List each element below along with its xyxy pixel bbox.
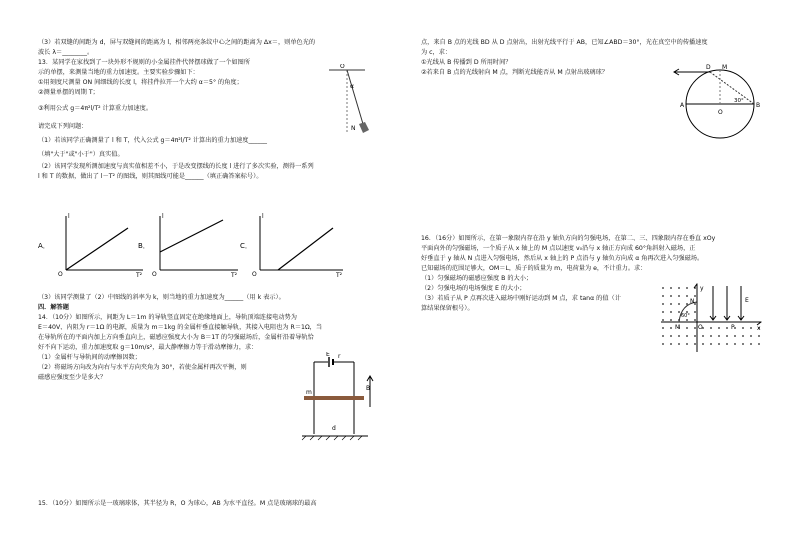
q13-line: （1）若该同学正确测量了 l 和 T，代入公式 g＝4π²l/T² 计算出的重力加速度______: [38, 137, 268, 144]
q15-line: 为 c，求：: [421, 49, 452, 56]
field-dot: [670, 335, 672, 337]
q13-q3: （3）该同学测量了（2）中图线的斜率为 k，则当地的重力加速度为______（用 k 表示）。: [38, 294, 285, 301]
field-dot: [710, 327, 712, 329]
field-dot: [662, 327, 664, 329]
q12-line-1: （3）若双缝的间距为 d，屏与双缝间的距离为 l，相邻两亮条纹中心之间的距离为 Δx＝，则单色光的: [38, 39, 316, 46]
option-b-label: B．: [138, 242, 150, 250]
q16-line: 好垂直于 y 轴从 N 点进入匀强电场，然后从 x 轴上的 P 点沿与 y 轴负方向成 α 角再次进入匀强磁场。: [421, 255, 704, 262]
q16-line: 16．（16分）如图所示，在第一象限内存在沿 y 轴负方向的匀强电场，在第二、三、四象限内存在垂直 xOy: [421, 235, 716, 242]
field-dot: [670, 319, 672, 321]
field-dot: [686, 303, 688, 305]
field-dot: [670, 343, 672, 345]
pendant: [359, 122, 369, 133]
line-a: [66, 228, 128, 270]
q16-line: （3）若质子从 P 点再次进入磁场中刚好运动到 M 点，求 tanα 的值（计: [421, 295, 621, 302]
label-a: A: [680, 102, 685, 109]
rail-circuit-figure: [296, 352, 378, 442]
q13-line: 请完成下列问题：: [38, 123, 88, 130]
field-dot: [710, 343, 712, 345]
label-o: O: [698, 324, 703, 331]
origin: O: [58, 271, 63, 278]
q13-line: ③利用公式 g＝4π²l/T² 计算重力加速度。: [38, 105, 153, 112]
axis-x: T²: [136, 272, 143, 278]
label-d: d: [332, 425, 336, 432]
label-x: x: [757, 325, 761, 332]
string: [347, 70, 363, 124]
label-angle: 60°: [681, 313, 690, 319]
option-c-label: C．: [240, 242, 252, 250]
field-dot: [694, 335, 696, 337]
field-dot: [662, 287, 664, 289]
q13-title: 13．某同学在家找到了一块外形不规则的小金属挂件代替摆球做了一个如图所: [38, 59, 251, 66]
field-dot: [686, 295, 688, 297]
field-dot: [686, 343, 688, 345]
field-dot: [734, 335, 736, 337]
field-dot: [726, 327, 728, 329]
field-dot: [678, 343, 680, 345]
field-dot: [718, 327, 720, 329]
field-dot: [678, 287, 680, 289]
field-dot: [718, 343, 720, 345]
field-dot: [726, 343, 728, 345]
field-dot: [742, 335, 744, 337]
field-dot: [710, 335, 712, 337]
label-e: E: [745, 297, 749, 304]
q13-line: （2）该同学发现所测加速度与真实值相差不小，于是改变摆线的长度 l 进行了多次实验，测得一系列: [38, 163, 314, 170]
field-dot: [702, 343, 704, 345]
q16-line: 已知磁场的范围足够大，OM＝L，质子的质量为 m，电荷量为 e，不计重力。求：: [421, 265, 647, 272]
q15-line: ①光线从 B 传播到 D 所用时间？: [421, 59, 512, 66]
label-m: M: [675, 324, 681, 331]
q14-line: 在导轨所在的平面内加上方向垂直向上，磁感应强度大小为 B＝1T 的匀强磁场后，金属杆沿着导轨恰: [38, 334, 314, 341]
field-dot: [670, 287, 672, 289]
origin: O: [252, 271, 257, 278]
q14-line: （1）金属杆与导轨间的动摩擦因数；: [38, 354, 141, 361]
field-dot: [662, 311, 664, 313]
field-dot: [750, 327, 752, 329]
field-dot: [670, 327, 672, 329]
graph-c: [240, 213, 343, 278]
q14-line: 14．（10分）如图所示，间距为 L＝1m 的导轨竖直固定在绝缘地面上，导轨顶端连接电动势为: [38, 314, 297, 321]
q13-line: ②测量单摆的周期 T；: [38, 89, 99, 96]
field-dot: [734, 343, 736, 345]
label-y: y: [700, 285, 704, 292]
field-dot: [702, 335, 704, 337]
axis-x: T²: [231, 272, 238, 278]
field-dot: [694, 343, 696, 345]
graph-a: [38, 213, 143, 278]
field-dot: [678, 311, 680, 313]
option-a-label: A．: [38, 242, 50, 250]
field-dot: [678, 303, 680, 305]
q14-line: （2）将磁场方向改为向右与水平方向夹角为 30°，若使金属杆再次平衡，则: [38, 364, 247, 371]
glass-sphere-figure: [672, 60, 772, 160]
label-b: B: [756, 102, 761, 109]
field-figure: [657, 282, 765, 354]
label-angle: 30°: [734, 98, 744, 104]
q16-line: （2）匀强电场的电场强度 E 的大小；: [421, 285, 526, 292]
option-graphs: [38, 210, 368, 278]
field-dot: [758, 343, 760, 345]
field-dot: [686, 335, 688, 337]
axis-y: l: [262, 213, 264, 220]
ray-bd: [710, 72, 754, 104]
axis-y: l: [162, 213, 164, 220]
label-d: D: [706, 64, 711, 71]
label-n: N: [351, 125, 356, 132]
field-dot: [726, 335, 728, 337]
field-dot: [742, 343, 744, 345]
q13-line: 示的单摆，来测量当地的重力加速度。主要实验步骤如下：: [38, 69, 199, 76]
label-n: N: [690, 298, 695, 305]
graph-b: [138, 213, 238, 278]
field-dot: [694, 295, 696, 297]
field-dot: [662, 319, 664, 321]
axis-y: l: [68, 213, 70, 220]
field-dot: [686, 327, 688, 329]
q15-line: ②若来自 B 点的光线射向 M 点，判断光线能否从 M 点射出玻璃球？: [421, 69, 608, 76]
field-dot: [670, 311, 672, 313]
field-dot: [758, 335, 760, 337]
pendulum-figure: [325, 64, 385, 144]
field-dot: [694, 319, 696, 321]
field-dot: [662, 295, 664, 297]
axis-x: T²: [336, 272, 343, 278]
field-dot: [670, 295, 672, 297]
q15-line: 点，来自 B 点的光线 BD 从 D 点射出，出射光线平行于 AB，已知∠ABD＝30°，光在真空中的传播速度: [421, 39, 708, 46]
field-dot: [662, 343, 664, 345]
label-e: E: [326, 352, 330, 358]
label-o: O: [340, 64, 345, 70]
q13-line: （填"大于"或"小于"）真实值。: [38, 151, 124, 158]
field-dot: [686, 319, 688, 321]
label-r: r: [338, 353, 341, 360]
line-b: [160, 220, 223, 252]
field-dot: [678, 335, 680, 337]
field-dot: [750, 343, 752, 345]
field-dot: [678, 295, 680, 297]
field-dot: [750, 335, 752, 337]
field-dot: [662, 303, 664, 305]
line-c: [278, 228, 333, 270]
q14-line: 好不向下运动，重力加速度取 g＝10m/s²，最大静摩擦力等于滑动摩擦力，求：: [38, 344, 258, 351]
field-dot: [694, 311, 696, 313]
q13-line: l 和 T 的数据，做出了 l－T² 的图线，则其图线可能是______（填正确答案标号）。: [38, 173, 263, 180]
label-b: B: [366, 385, 371, 392]
q16-line: 平面向外的匀强磁场，一个质子从 x 轴上的 M 点以速度 v₀沿与 x 轴正方向成 60°角斜射入磁场，正: [421, 245, 696, 252]
field-dot: [662, 335, 664, 337]
q12-line-2: 波长 λ＝________。: [38, 49, 94, 56]
q16-line: （1）匀强磁场的磁感应强度 B 的大小；: [421, 275, 533, 282]
field-dot: [670, 303, 672, 305]
label-p: P: [731, 324, 735, 331]
label-alpha: α: [350, 83, 354, 90]
q15-start: 15．（10分）如图所示是一玻璃球体，其半径为 R，O 为球心，AB 为水平直径。M 点是玻璃球的最高: [38, 500, 317, 507]
quadrant-one: [697, 284, 761, 322]
field-dot: [718, 335, 720, 337]
label-m: m: [306, 389, 312, 396]
q16-line: 算结果保留根号）。: [421, 305, 474, 312]
q13-line: ①用刻度尺测量 ON 间细线的长度 l，将挂件拉开一个大约 α＝5° 的角度；: [38, 79, 243, 86]
section-title: 四．解答题: [38, 304, 69, 311]
metal-rod: [304, 396, 364, 400]
field-dot: [686, 287, 688, 289]
label-o: O: [718, 109, 723, 116]
label-m: M: [722, 64, 728, 71]
q14-line: 磁感应强度至少是多大？: [38, 374, 107, 381]
origin: O: [152, 271, 157, 278]
field-dot: [742, 327, 744, 329]
field-dot: [694, 327, 696, 329]
q14-line: E＝40V、内阻为 r＝1Ω 的电源，质量为 m＝1kg 的金属杆垂直接触导轨，其接入电阻也为 R＝1Ω，当: [38, 324, 323, 331]
